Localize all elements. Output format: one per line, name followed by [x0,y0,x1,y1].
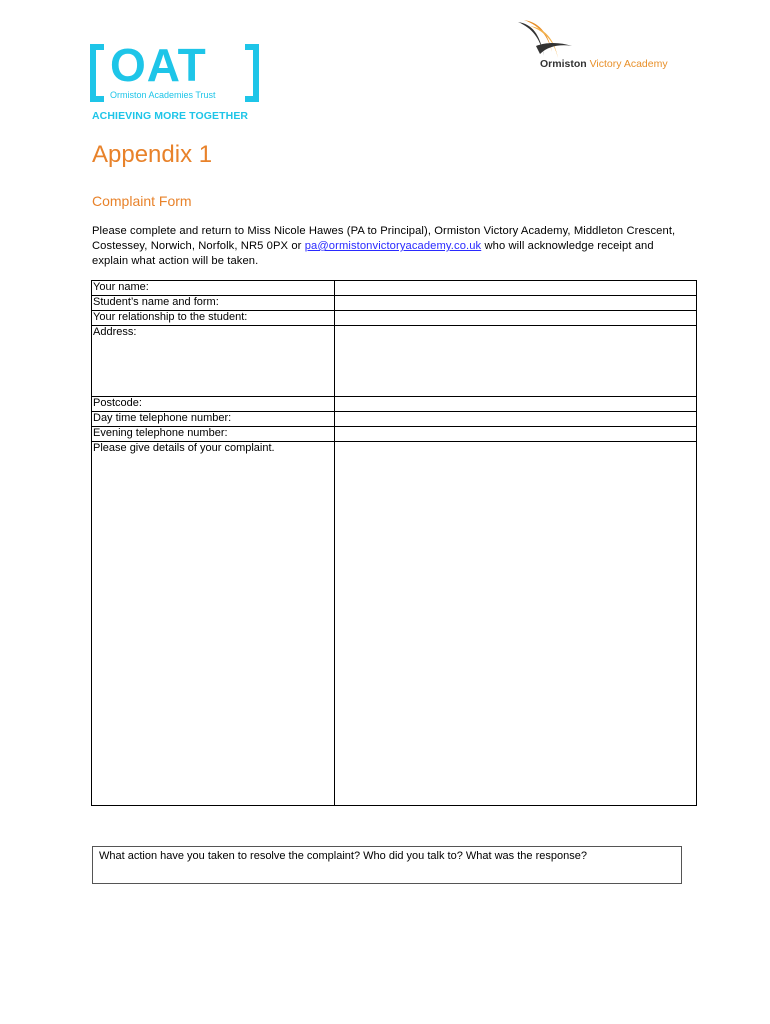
form-subtitle: Complaint Form [92,193,192,209]
postcode-label: Postcode: [92,397,335,412]
ova-name-part2: Victory Academy [589,58,668,70]
table-row [92,296,697,311]
address-field[interactable] [335,326,697,397]
ova-swoosh-icon [514,16,574,64]
oat-trust-name: Ormiston Academies Trust [110,90,216,100]
table-row [92,326,697,397]
address-label: Address: [92,326,335,397]
action-question-text: What action have you taken to resolve the complaint? Who did you talk to? What was the response? [99,850,587,862]
evening-phone-field[interactable] [335,427,697,442]
day-phone-field[interactable] [335,412,697,427]
student-name-label: Student’s name and form: [92,296,335,311]
email-link[interactable]: pa@ormistonvictoryacademy.co.uk [304,240,482,252]
ova-name-part1: Ormiston [540,58,587,70]
ova-logo [514,16,699,76]
intro-text-after: who will acknowledge receipt and explain what action will be taken. [92,240,654,267]
table-row [92,427,697,442]
your-name-field[interactable] [335,281,697,296]
evening-phone-label: Evening telephone number: [92,427,335,442]
bracket-right-icon [245,44,259,102]
oat-letters: OAT [110,39,207,91]
your-name-label: Your name: [92,281,335,296]
details-label: Please give details of your complaint. [92,442,335,806]
table-row [92,397,697,412]
table-row [92,412,697,427]
student-name-field[interactable] [335,296,697,311]
bracket-left-icon [90,44,104,102]
action-question-box[interactable] [92,846,682,884]
relationship-label: Your relationship to the student: [92,311,335,326]
day-phone-label: Day time telephone number: [92,412,335,427]
intro-paragraph [92,224,692,269]
table-row [92,281,697,296]
complaint-form-table [91,280,697,806]
oat-logo [90,39,265,122]
relationship-field[interactable] [335,311,697,326]
postcode-field[interactable] [335,397,697,412]
ova-name [540,58,668,70]
table-row [92,442,697,806]
page-title: Appendix 1 [92,141,213,168]
oat-wordmark [90,39,262,100]
intro-text-before: Please complete and return to Miss Nicole Hawes (PA to Principal), Ormiston Victory Academy, Middleton Crescent, Costessey, Norwich, Norfolk, NR5 0PX or [92,225,676,252]
oat-tagline: ACHIEVING MORE TOGETHER [92,110,249,122]
table-row [92,311,697,326]
details-field[interactable] [335,442,697,806]
